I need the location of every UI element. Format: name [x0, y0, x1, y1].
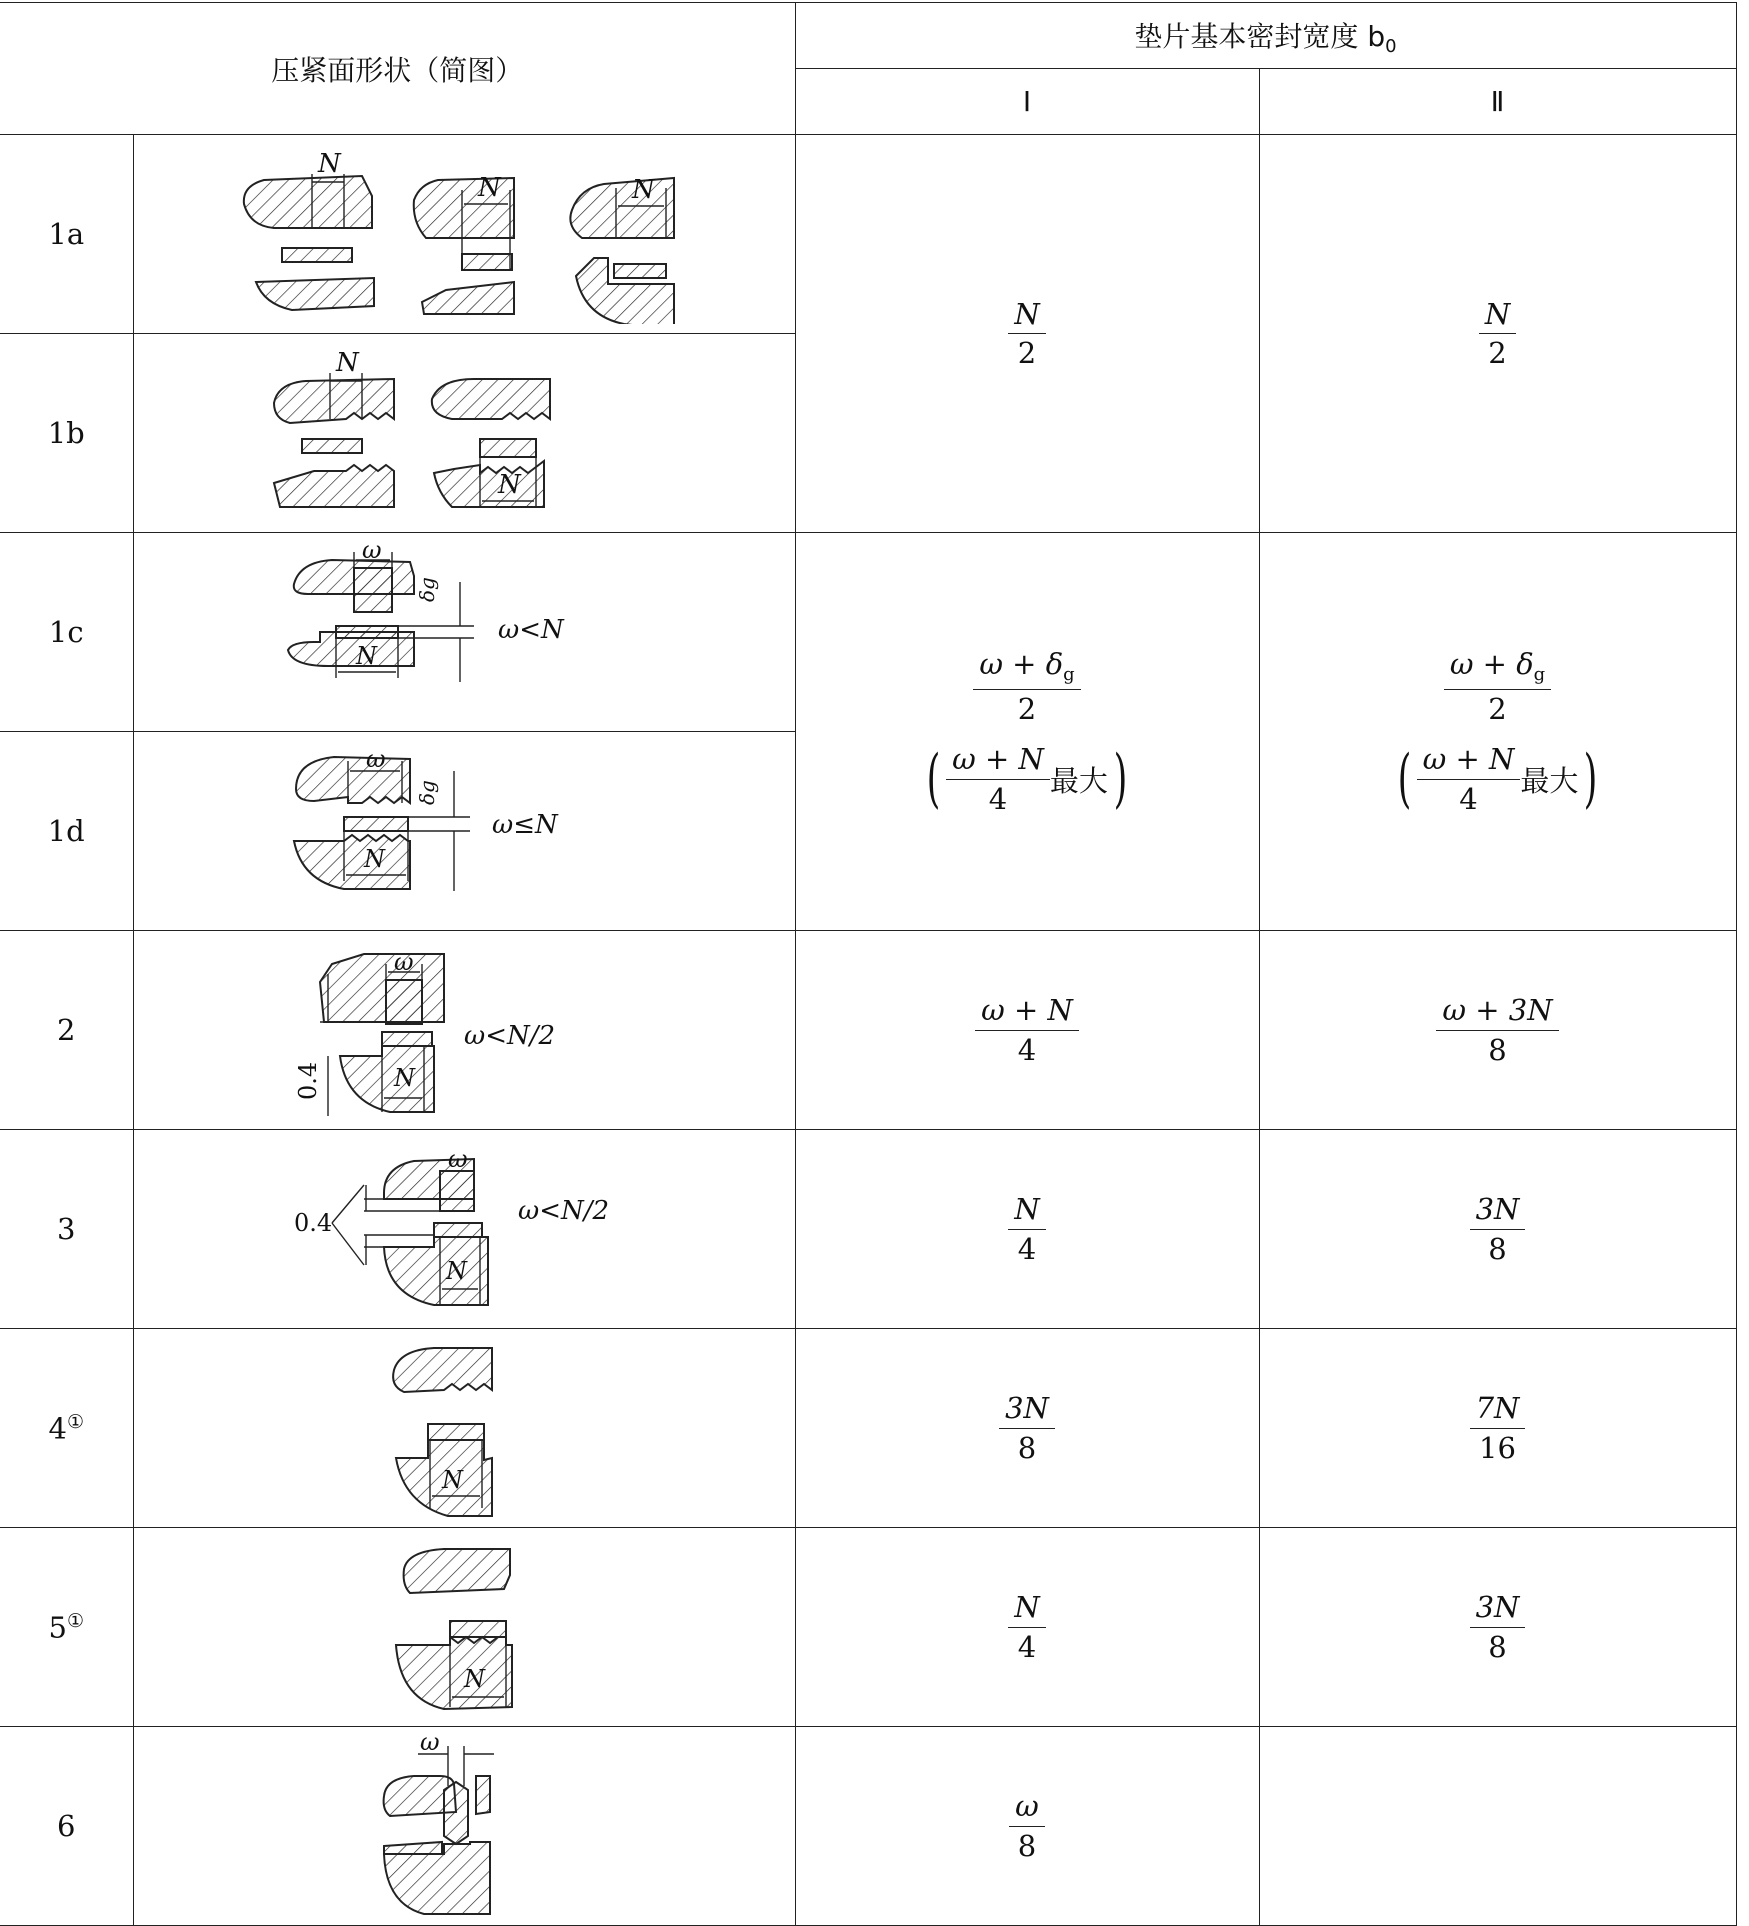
row-id-3: 3 — [0, 1130, 133, 1329]
value-6-II — [1259, 1727, 1736, 1926]
sketch-5-drawing — [334, 1537, 594, 1717]
value-4-II: $\frac{7N}{16}$ — [1259, 1329, 1736, 1528]
sketch-5 — [133, 1528, 795, 1727]
sketch-1a-drawing — [184, 144, 744, 324]
label-N-1a-a: N — [318, 149, 341, 179]
row-id-1b: 1b — [0, 334, 133, 533]
label-N-1d: N — [364, 845, 385, 873]
label-N-1a-b: N — [478, 173, 501, 203]
sketch-2-drawing — [284, 940, 644, 1120]
label-delta-1d: δg — [415, 780, 439, 805]
cond-1d: ω≤N — [492, 810, 558, 840]
sketch-1d — [133, 732, 795, 931]
row-id-1d: 1d — [0, 732, 133, 931]
sketch-1a — [133, 135, 795, 334]
sketch-2 — [133, 931, 795, 1130]
value-3-I: $\frac{N}{4}$ — [795, 1130, 1259, 1329]
label-N-3: N — [446, 1257, 467, 1285]
sketch-1c — [133, 533, 795, 732]
header-col-II: Ⅱ — [1259, 69, 1736, 135]
label-N-1b-b: N — [498, 470, 521, 500]
sketch-6-drawing — [344, 1736, 584, 1916]
label-w-2: ω — [394, 948, 414, 976]
label-w-3: ω — [448, 1145, 468, 1173]
sketch-1c-drawing — [284, 542, 644, 722]
row-id-2: 2 — [0, 931, 133, 1130]
label-N-2: N — [394, 1064, 415, 1092]
label-N-1c: N — [356, 642, 377, 670]
sketch-3-drawing — [274, 1139, 654, 1319]
label-N-4: N — [442, 1466, 463, 1494]
value-1ab-II: $\frac{N}{2}$ — [1259, 135, 1736, 533]
sketch-4 — [133, 1329, 795, 1528]
value-2-I: $\frac{\omega + N}{4}$ — [795, 931, 1259, 1130]
value-5-I: $\frac{N}{4}$ — [795, 1528, 1259, 1727]
row-id-1a: 1a — [0, 135, 133, 334]
cond-1c: ω<N — [498, 615, 564, 645]
label-N-1a-c: N — [632, 175, 655, 205]
value-5-II: $\frac{3N}{8}$ — [1259, 1528, 1736, 1727]
sketch-3 — [133, 1130, 795, 1329]
sketch-4-drawing — [344, 1338, 584, 1518]
dim-2: 0.4 — [294, 1061, 322, 1100]
row-id-4: 4① — [0, 1329, 133, 1528]
label-delta-1c: δg — [415, 577, 439, 602]
value-3-II: $\frac{3N}{8}$ — [1259, 1130, 1736, 1329]
cond-3: ω<N/2 — [518, 1196, 610, 1226]
seal-width-table — [0, 2, 1737, 1926]
dim-3: 0.4 — [294, 1209, 333, 1237]
header-shape: 压紧面形状（简图） — [0, 3, 795, 135]
value-2-II: $\frac{\omega + 3N}{8}$ — [1259, 931, 1736, 1130]
value-1cd-II: $\frac{\omega + \delta_g}{2}$ ( $\frac{\omega + N}{4}$ 最大 ) — [1259, 533, 1736, 931]
row-id-6: 6 — [0, 1727, 133, 1926]
label-w-1c: ω — [362, 542, 382, 564]
row-id-5: 5① — [0, 1528, 133, 1727]
row-id-1c: 1c — [0, 533, 133, 732]
header-width: 垫片基本密封宽度 $b_0$ — [795, 3, 1736, 69]
label-w-1d: ω — [366, 745, 386, 773]
value-1cd-I: $\frac{\omega + \delta_g}{2}$ ( $\frac{\omega + N}{4}$ 最大 ) — [795, 533, 1259, 931]
sketch-6 — [133, 1727, 795, 1926]
value-4-I: $\frac{3N}{8}$ — [795, 1329, 1259, 1528]
label-N-1b-a: N — [336, 348, 359, 378]
sketch-1d-drawing — [284, 741, 644, 921]
value-1ab-I: $\frac{N}{2}$ — [795, 135, 1259, 533]
label-N-5: N — [464, 1665, 485, 1693]
header-col-I: Ⅰ — [795, 69, 1259, 135]
label-w-6: ω — [420, 1736, 440, 1756]
value-6-I: $\frac{\omega}{8}$ — [795, 1727, 1259, 1926]
sketch-1b-drawing — [254, 343, 674, 523]
cond-2: ω<N/2 — [464, 1021, 556, 1051]
sketch-1b — [133, 334, 795, 533]
